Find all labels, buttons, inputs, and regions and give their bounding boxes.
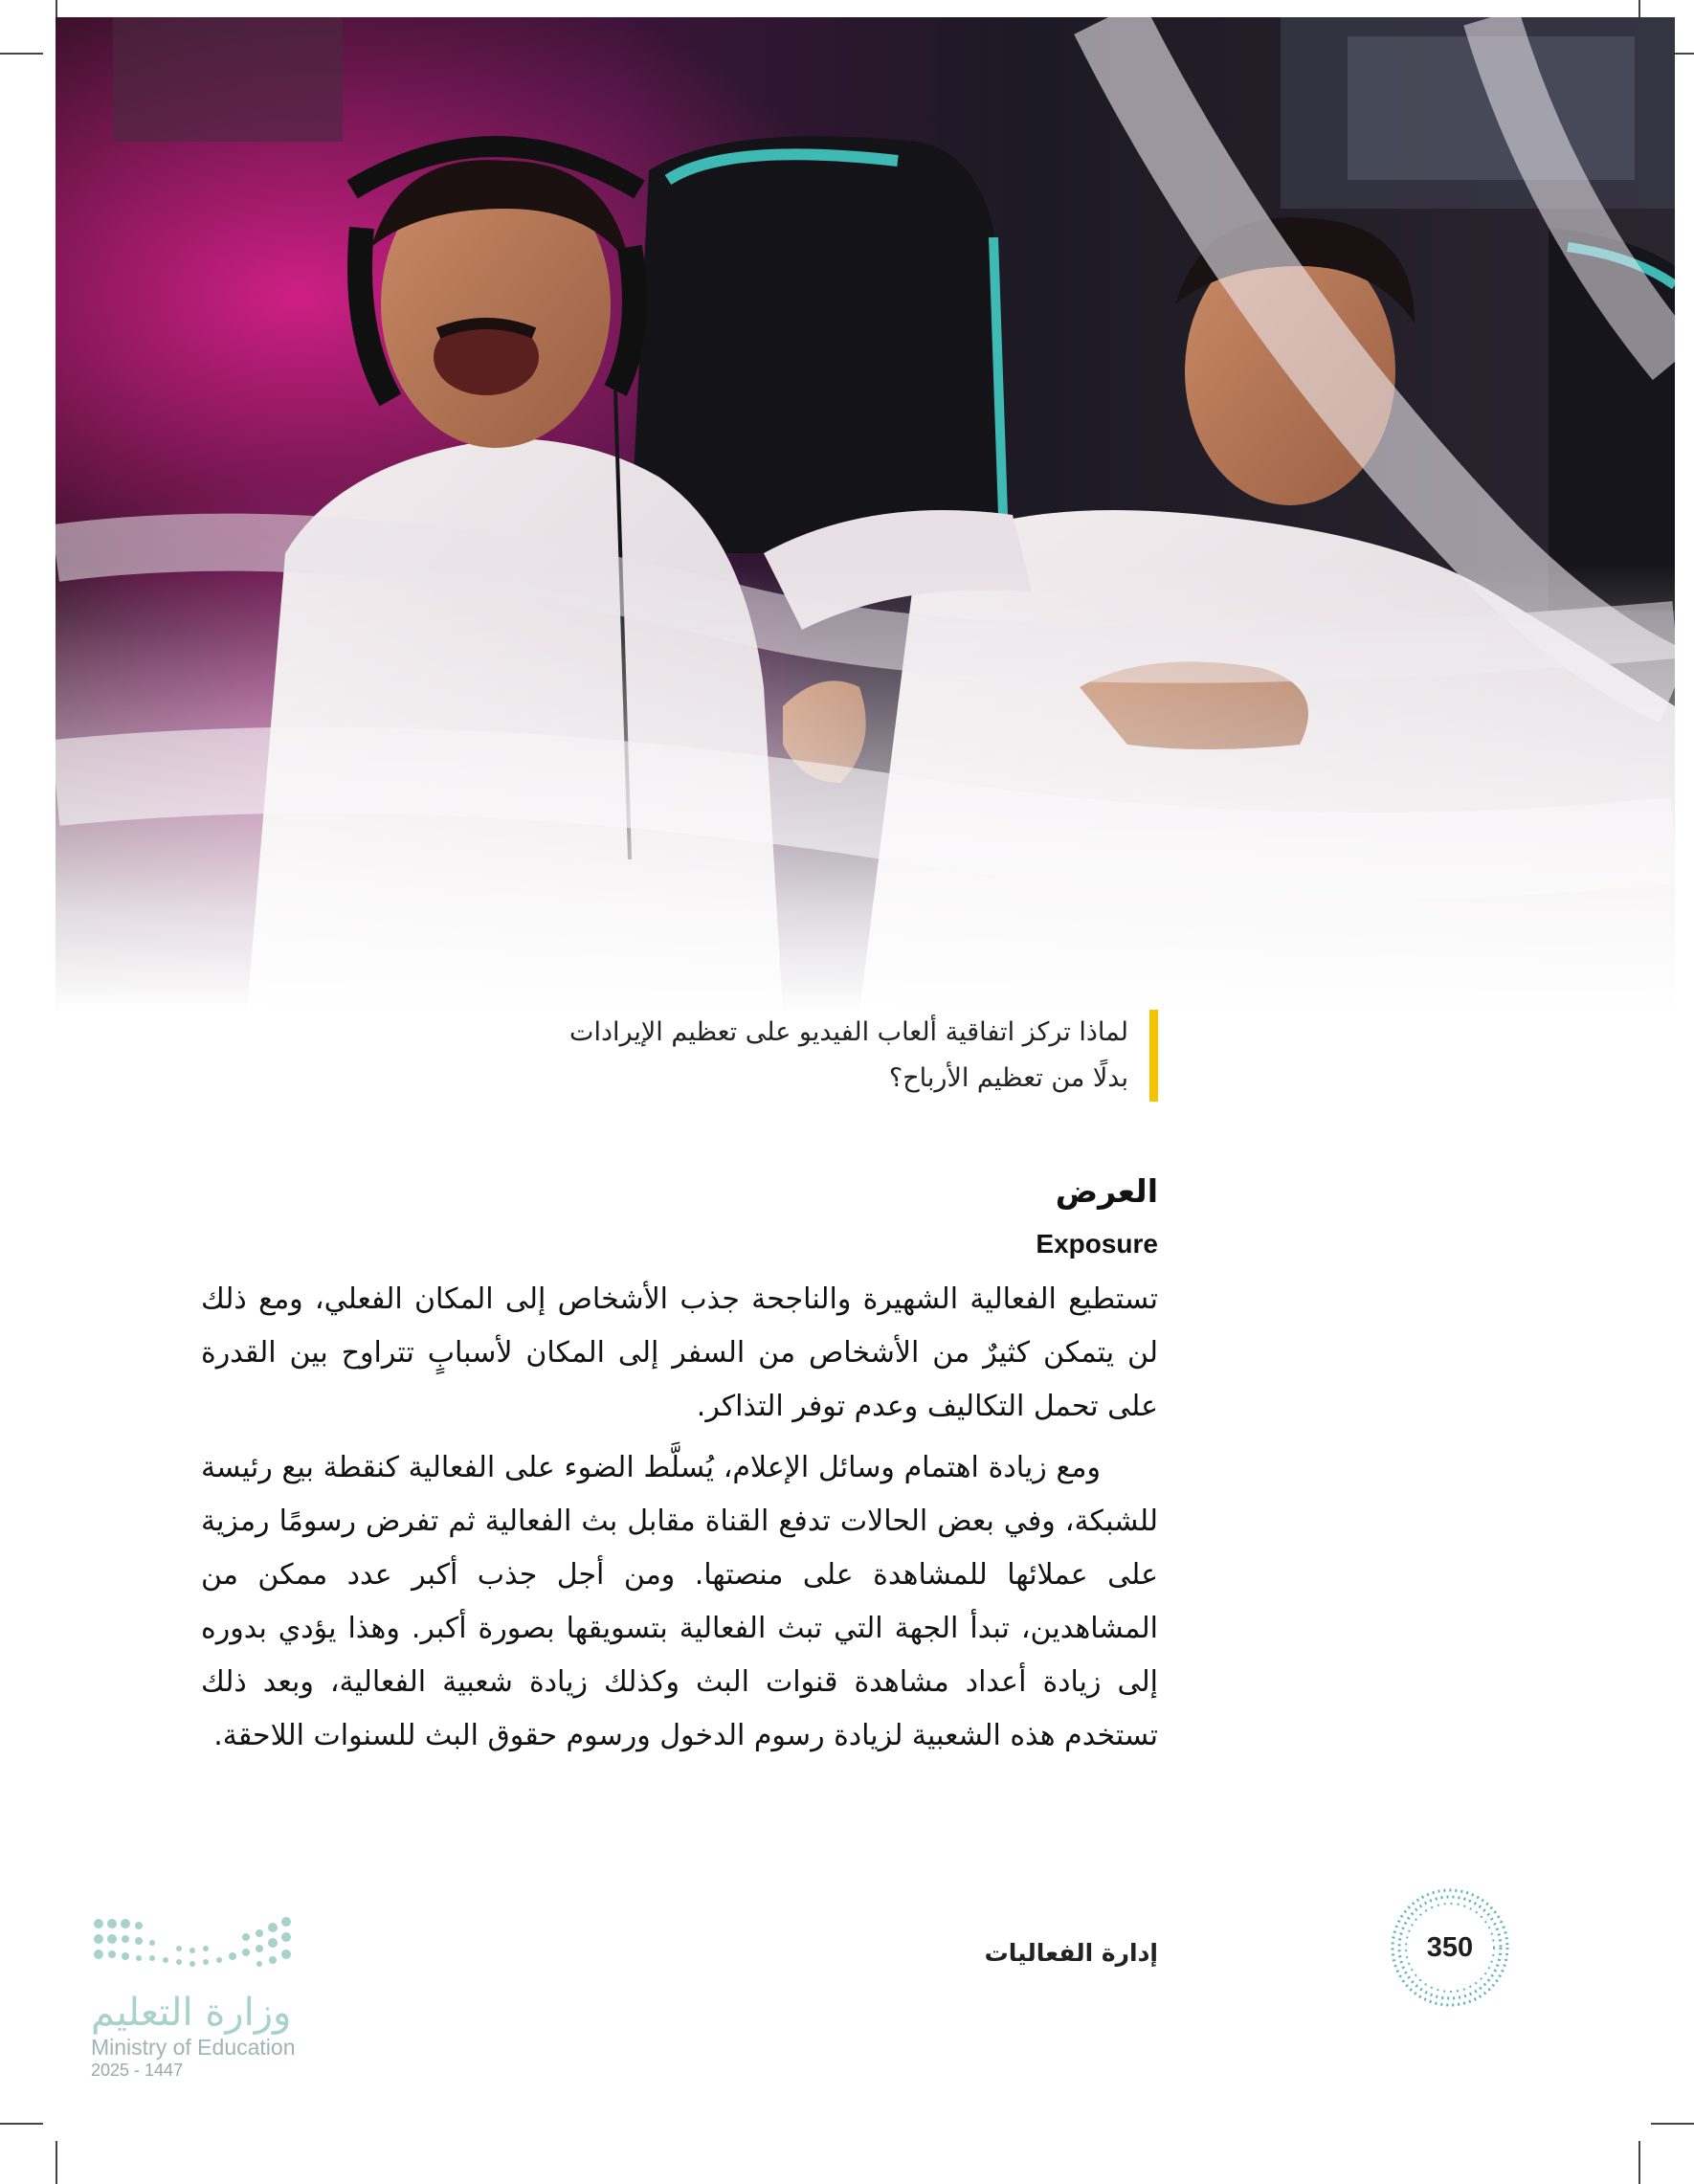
crop-mark [1651,2123,1694,2125]
body-text [201,1273,1158,1763]
photo-caption-question [497,1010,1158,1102]
paragraph-1: تستطيع الفعالية الشهيرة والناجحة جذب الأشخاص إلى المكان الفعلي، ومع ذلك لن يتمكن كثيرٌ من الأشخاص من السفر إلى المكان لأسبابٍ تتراوح بين القدرة على تحمل التكاليف وعدم توفر التذاكر. [201,1282,1158,1423]
page-number-badge [1388,1885,1512,2010]
ministry-name-arabic: وزارة التعليم [91,1991,292,2035]
page-number: 350 [1426,1932,1474,1963]
paragraph-2: ومع زيادة اهتمام وسائل الإعلام، يُسلَّط الضوء على الفعالية كنقطة بيع رئيسة للشبكة، وفي بعض الحالات تدفع القناة مقابل بث الفعالية ثم تفرض رسومًا رمزية على عملائها للمشاهدة على منصتها. ومن أجل جذب أكبر عدد ممكن من المشاهدين، تبدأ الجهة التي تبث الفعالية بتسويقها بصورة أكبر. وهذا يؤدي بدوره إلى زيادة أعداد مشاهدة قنوات البث وكذلك زيادة شعبية الفعالية، وبعد ذلك تستخدم هذه الشعبية لزيادة رسوم الدخول ورسوم حقوق البث للسنوات اللاحقة. [201,1451,1158,1752]
photo-gamers-laughing-icon [56,17,1675,1013]
academic-year: 2025 - 1447 [91,2061,184,2080]
crop-mark [0,2123,43,2125]
hero-photo [56,17,1675,1013]
chapter-name: إدارة الفعاليات [984,1939,1158,1967]
crop-mark [0,53,43,55]
section-title-arabic: العرض [1055,1172,1158,1210]
crop-mark [1638,2141,1640,2184]
ministry-name-english: Ministry of Education [91,2035,296,2060]
section-title-english: Exposure [1036,1229,1158,1259]
ministry-logo [91,1914,321,2081]
caption-line-2: بدلًا من تعظيم الأرباح؟ [888,1063,1128,1093]
ministry-dots-logo-icon [91,1914,301,1981]
crop-mark [56,2141,57,2184]
caption-line-1: لماذا تركز اتفاقية ألعاب الفيديو على تعظيم الإيرادات [569,1017,1128,1047]
